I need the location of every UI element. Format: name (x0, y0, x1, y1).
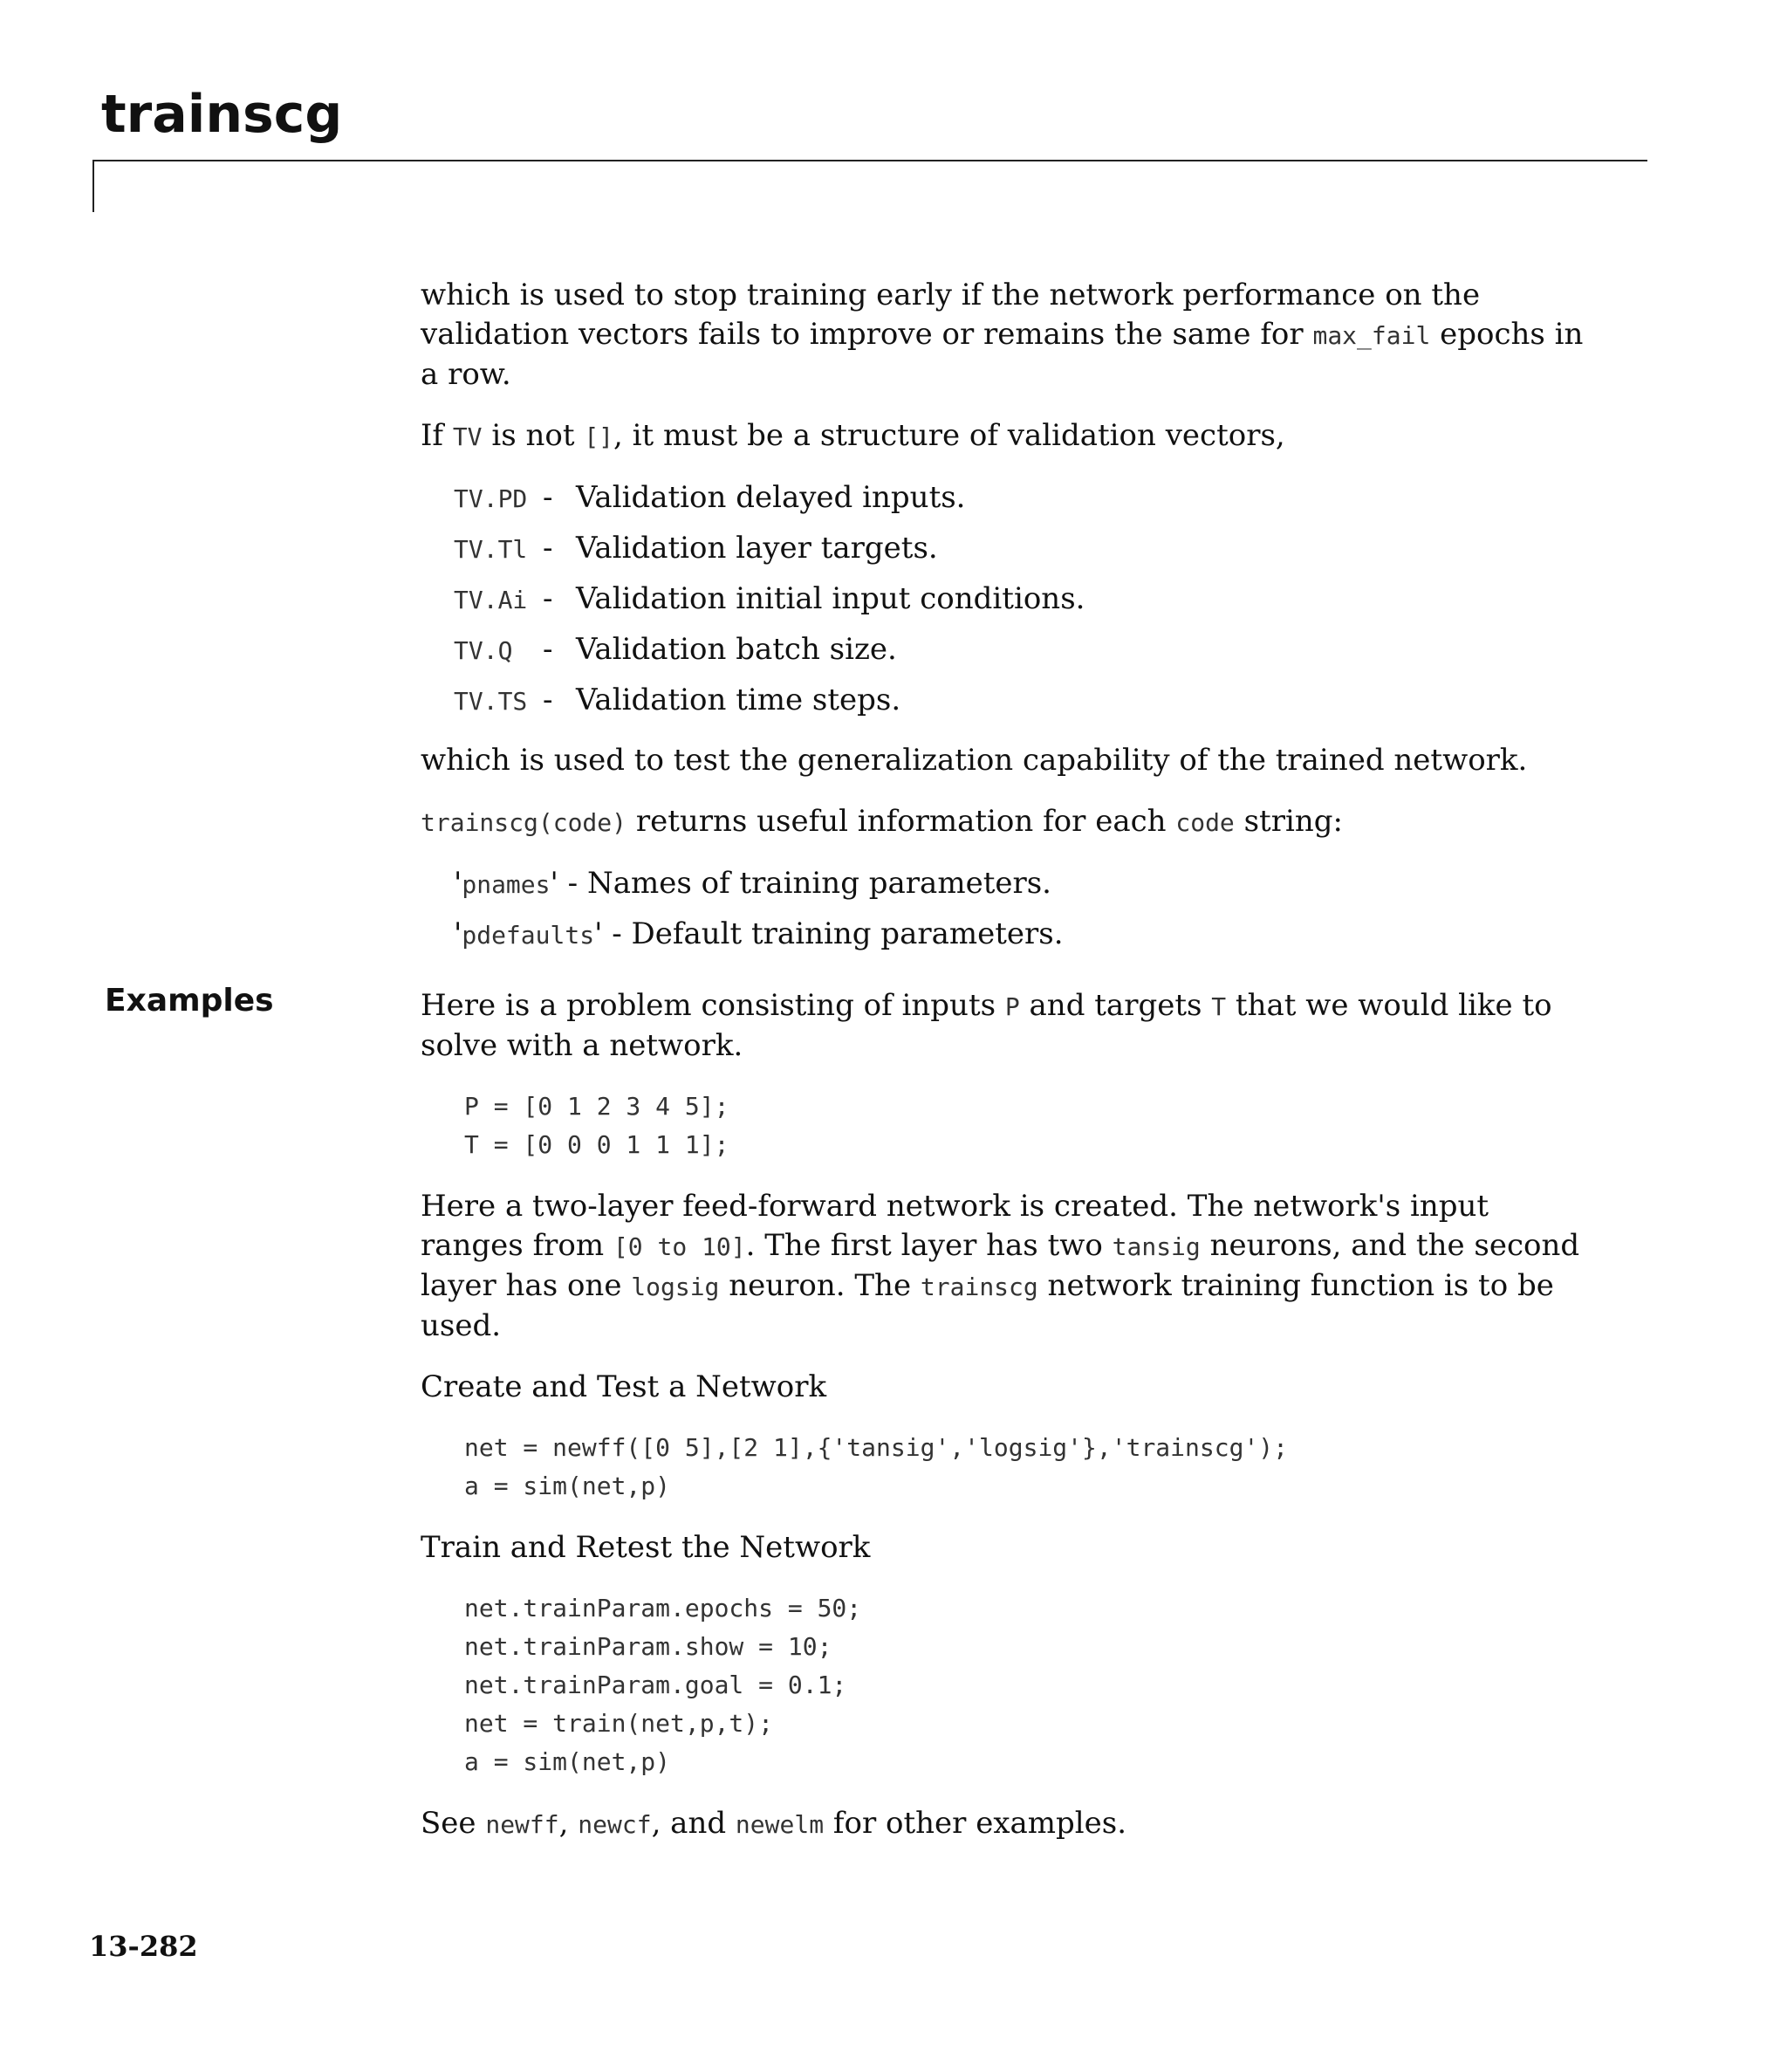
text-run: Here is a problem consisting of inputs (421, 988, 1005, 1023)
code-line: net = newff([0 5],[2 1],{'tansig','logsig'},'trainscg'); (464, 1433, 1289, 1462)
tv-field-name: TV.Tl (454, 535, 528, 564)
code-block-create (464, 1429, 1590, 1506)
paragraph-see-also (421, 1804, 1590, 1844)
tv-field-list (454, 478, 1590, 721)
dash: - (543, 581, 553, 616)
paragraph-code-info (421, 802, 1590, 842)
dash: - (543, 531, 553, 566)
subheading-create-test: Create and Test a Network (421, 1369, 827, 1404)
text-run: , it must be a structure of validation vectors, (613, 418, 1285, 453)
text-run: , (558, 1806, 579, 1841)
paragraph-examples-intro (421, 986, 1590, 1066)
dash: - (543, 632, 553, 667)
text-run: string: (1234, 804, 1343, 839)
code-line: net.trainParam.epochs = 50; (464, 1594, 862, 1623)
text-run: that we would like to solve with a network. (421, 988, 1552, 1063)
inline-code-empty: [] (584, 422, 614, 451)
code-block-data (464, 1087, 1590, 1164)
code-string-desc: Names of training parameters. (586, 866, 1051, 901)
code-line: net = train(net,p,t); (464, 1709, 774, 1738)
tv-field-desc: Validation initial input conditions. (576, 581, 1085, 616)
text-run: . The first layer has two (745, 1228, 1113, 1263)
inline-code-trainscg: trainscg (920, 1273, 1038, 1301)
tv-field-item (454, 630, 1590, 670)
link-newcf: newcf (578, 1810, 652, 1839)
tv-field-name: TV.Ai (454, 586, 528, 614)
text-run: for other examples. (824, 1806, 1127, 1841)
inline-code-tansig: tansig (1112, 1232, 1201, 1261)
tv-field-item (454, 478, 1590, 518)
text-run: returns useful information for each (626, 804, 1176, 839)
code-line: T = [0 0 0 1 1 1]; (464, 1130, 729, 1159)
code-line: a = sim(net,p) (464, 1747, 671, 1776)
tv-field-desc: Validation layer targets. (576, 531, 938, 566)
header-rule-vertical (92, 160, 94, 212)
inline-code-code: code (1175, 808, 1235, 837)
tv-field-desc: Validation delayed inputs. (576, 480, 966, 515)
code-string-item: 'pnames' - Names of training parameters. (454, 866, 1051, 901)
section-label-examples: Examples (105, 983, 274, 1019)
text-run: and targets (1019, 988, 1212, 1023)
inline-code-max-fail: max_fail (1312, 321, 1431, 350)
paragraph-network-description (421, 1187, 1590, 1346)
text-run: neuron. The (719, 1268, 921, 1303)
link-newelm: newelm (735, 1810, 825, 1839)
text-run: If (421, 418, 453, 453)
code-string-item: 'pdefaults' - Default training parameters. (454, 916, 1064, 951)
code-line: a = sim(net,p) (464, 1472, 671, 1500)
text-run: is not (482, 418, 585, 453)
text-run: network training function is to be used. (421, 1268, 1554, 1343)
code-line: net.trainParam.show = 10; (464, 1632, 832, 1661)
code-line: P = [0 1 2 3 4 5]; (464, 1092, 729, 1121)
page-title: trainscg (101, 84, 343, 145)
tv-field-desc: Validation time steps. (576, 683, 901, 717)
tv-field-item (454, 681, 1590, 721)
tv-field-name: TV.Q (454, 636, 513, 665)
paragraph-generalization: which is used to test the generalization capability of the trained network. (421, 743, 1528, 778)
inline-code-range: [0 to 10] (613, 1232, 746, 1261)
tv-field-desc: Validation batch size. (576, 632, 897, 667)
text-run: , and (651, 1806, 736, 1841)
text-run: See (421, 1806, 486, 1841)
inline-code-t: T (1211, 992, 1227, 1021)
text-run: which is used to stop training early if the network performance on the validation vectors fails to improve or remains the same for (421, 278, 1481, 352)
code-string-list (454, 864, 1590, 955)
link-newff: newff (485, 1810, 559, 1839)
page-content (421, 276, 1590, 1866)
inline-code-p: P (1004, 992, 1020, 1021)
inline-code-tv: TV (452, 422, 483, 451)
dash: - (543, 480, 553, 515)
page-number: 13-282 (89, 1930, 198, 1963)
paragraph-tv-structure (421, 416, 1590, 456)
inline-code-trainscg-code: trainscg(code) (421, 808, 627, 837)
subheading-train-retest: Train and Retest the Network (421, 1530, 871, 1565)
code-line: net.trainParam.goal = 0.1; (464, 1671, 847, 1699)
code-block-train (464, 1589, 1590, 1781)
code-string-name: pdefaults (462, 921, 595, 950)
dash: - (543, 683, 553, 717)
header-rule-horizontal (92, 160, 1647, 161)
tv-field-name: TV.TS (454, 687, 528, 716)
tv-field-name: TV.PD (454, 484, 528, 513)
text-run: epochs in a row. (421, 317, 1584, 392)
tv-field-item (454, 529, 1590, 569)
text-run: neurons, and the second layer has one (421, 1228, 1580, 1303)
code-string-name: pnames (462, 870, 551, 899)
code-string-desc: Default training parameters. (631, 916, 1064, 951)
inline-code-logsig: logsig (631, 1273, 720, 1301)
text-run: Here a two-layer feed-forward network is created. The network's input ranges from (421, 1189, 1489, 1263)
paragraph-max-fail (421, 276, 1590, 395)
tv-field-item (454, 580, 1590, 620)
